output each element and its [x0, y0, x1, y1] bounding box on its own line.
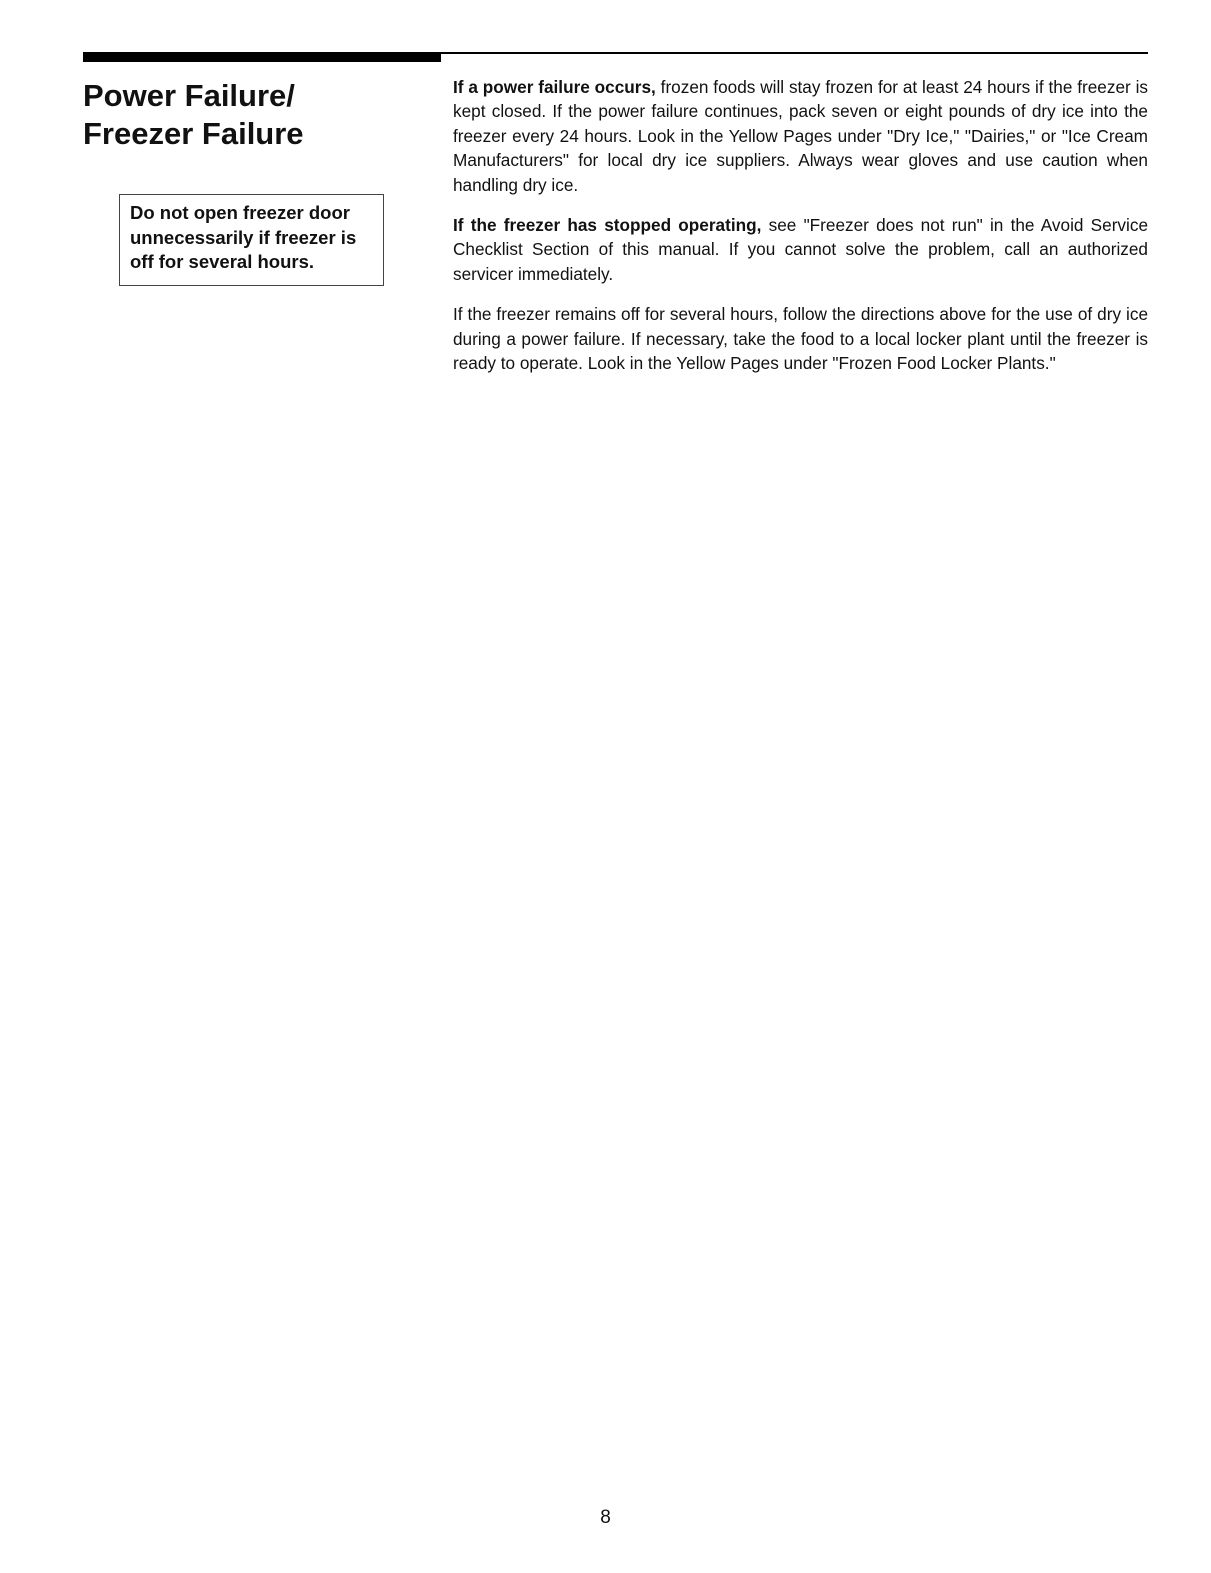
callout-line-2: unnecessarily if freezer is — [130, 226, 357, 248]
section-title-line-2: Freezer Failure — [83, 116, 304, 151]
paragraph-lead: If the freezer has stopped operating, — [453, 215, 762, 236]
paragraph-text: frozen foods will stay frozen for at least 24 hours if the freezer is kept closed. If the power failure continues, pack seven or eight pounds of dry ice into the freezer every 24 hours. Look in the Yellow Pages under "Dry Ice," "Dairies," or "Ice Cream Manufacturers" for local dry ice suppliers. Always wear gloves and use caution when handling dry ice. — [453, 77, 1148, 195]
header-rule-thin — [441, 52, 1148, 54]
section-title — [83, 77, 413, 153]
callout-line-1: Do not open freezer door — [130, 202, 350, 223]
paragraph-lead: If a power failure occurs, — [453, 77, 656, 97]
paragraph-stopped-operating — [453, 213, 1148, 286]
callout-line-3: off for several hours. — [130, 251, 315, 272]
paragraph-remains-off — [453, 302, 1148, 375]
section-title-line-1: Power Failure/ — [83, 78, 295, 113]
warning-callout-box — [119, 194, 384, 286]
paragraph-power-failure — [453, 75, 1148, 197]
header-rule-thick — [83, 52, 441, 62]
body-text — [453, 75, 1148, 391]
paragraph-text: see "Freezer does not run" in the Avoid Service Checklist Section of this manual. If you cannot solve the problem, call an authorized servicer immediately. — [453, 215, 1148, 284]
paragraph-text: If the freezer remains off for several hours, follow the directions above for the use of dry ice during a power failure. If necessary, take the food to a local locker plant until the freezer is ready to operate. Look in the Yellow Pages under "Frozen Food Locker Plants." — [453, 304, 1148, 374]
page-number: 8 — [600, 1507, 611, 1528]
